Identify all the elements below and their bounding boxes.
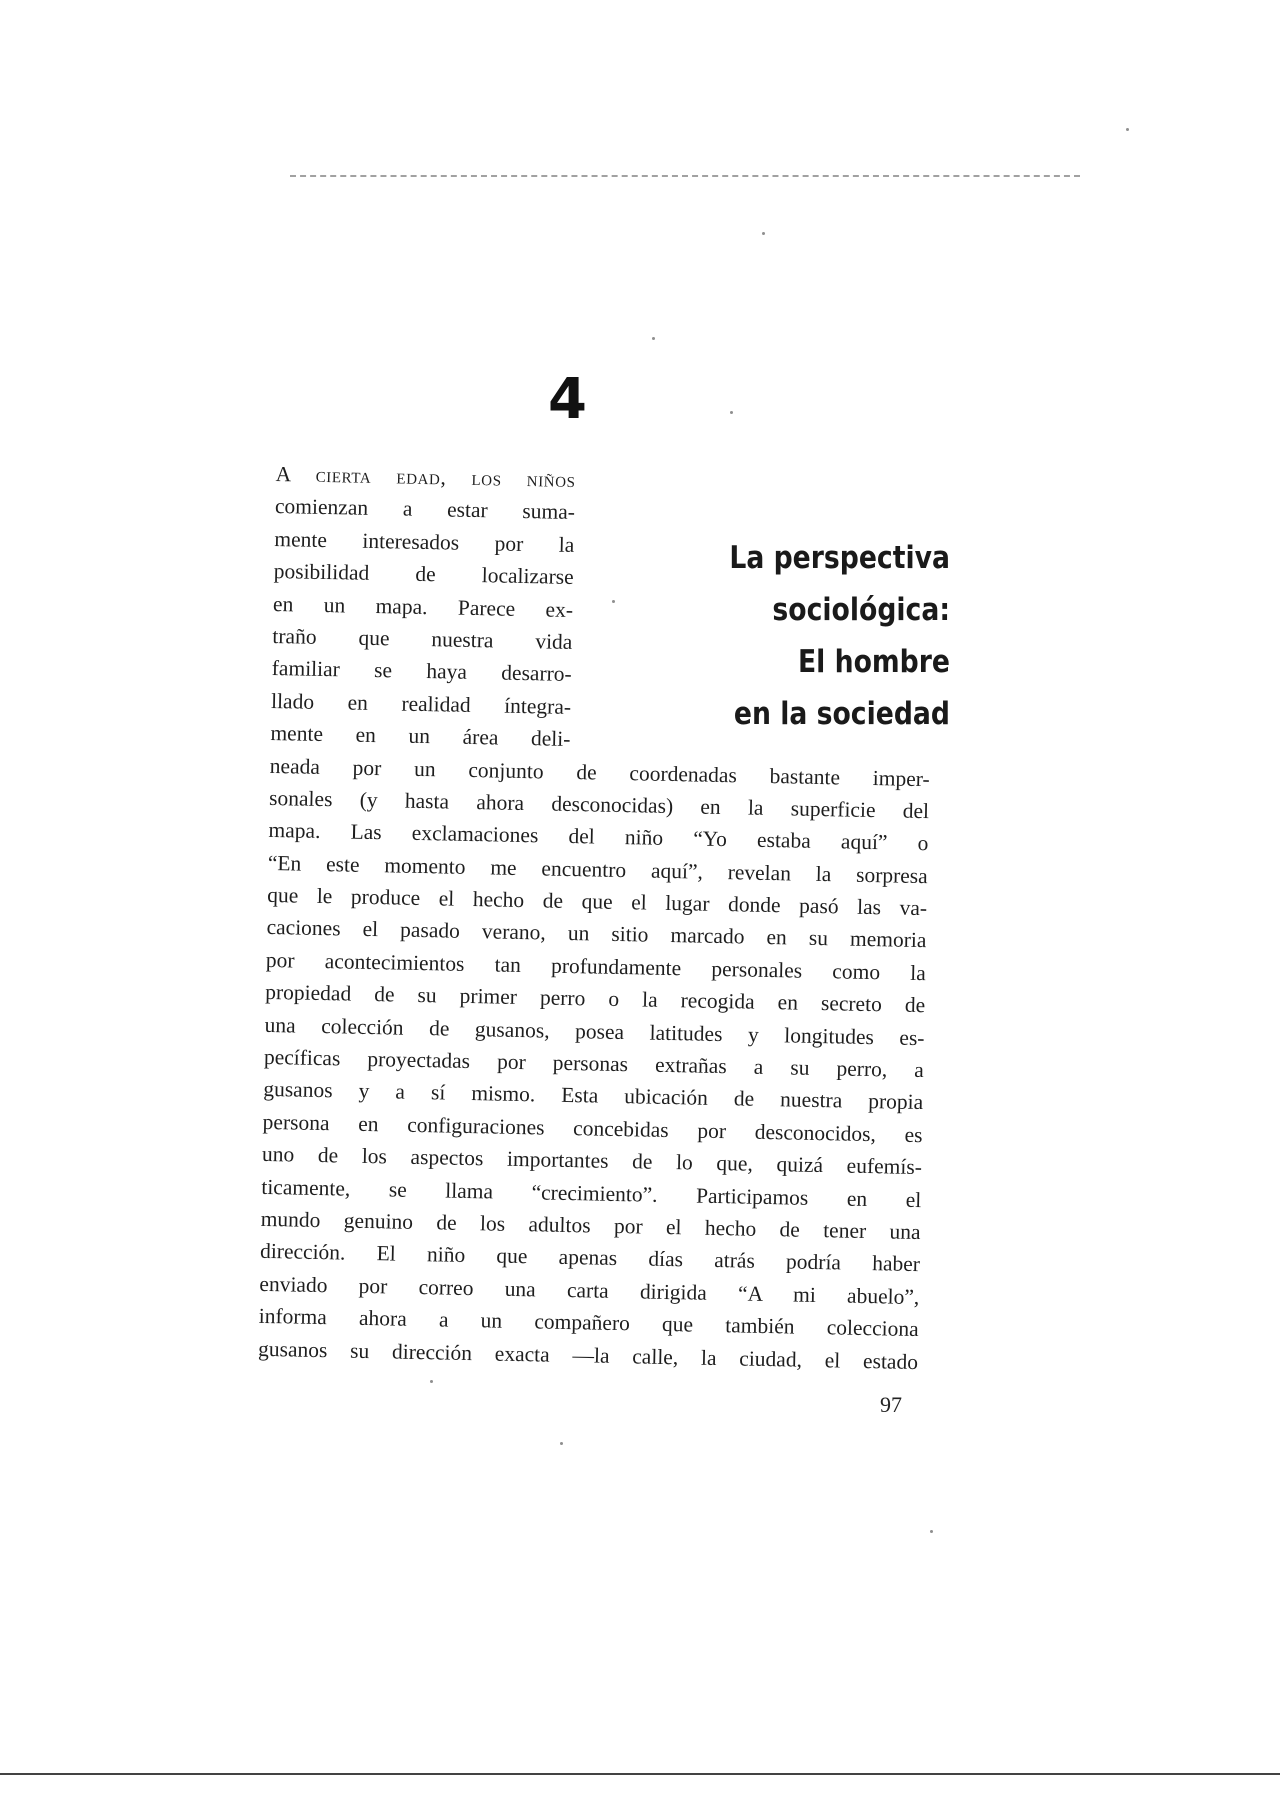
scan-speck — [762, 232, 765, 235]
body-line: gusanos y a sí mismo. Esta ubicación de nuestra propia — [263, 1077, 924, 1115]
chapter-title-line: La perspectiva — [729, 540, 950, 576]
body-line: caciones el pasado verano, un sitio marcado en su memoria — [266, 915, 927, 953]
body-line: “En este momento me encuentro aquí”, revelan la sorpresa — [267, 850, 928, 888]
body-line: comienzan a estar suma- — [274, 494, 576, 525]
body-line: una colección de gusanos, posea latitudes y longitudes es- — [264, 1012, 925, 1050]
body-line: sonales (y hasta ahora desconocidas) en la superficie del — [268, 785, 930, 824]
body-line: mundo genuino de los adultos por el hecho de tener una — [260, 1206, 921, 1245]
body-line: persona en configuraciones concebidas por desconocidos, es — [262, 1109, 923, 1147]
chapter-number: 4 — [548, 367, 587, 432]
body-line: A cierta edad, los niños — [275, 461, 576, 493]
body-line: pecíficas proyectadas por personas extrañas a su perro, a — [263, 1044, 925, 1083]
body-line: mente interesados por la — [274, 526, 575, 557]
page-number: 97 — [880, 1392, 902, 1417]
body-text — [258, 458, 936, 1378]
body-line: informa ahora a un compañero que también colecciona — [258, 1303, 919, 1342]
body-line: en un mapa. Parece ex- — [272, 591, 574, 622]
scan-speck — [652, 337, 655, 340]
body-line: ticamente, se llama “crecimiento”. Participamos en el — [261, 1174, 922, 1212]
chapter-title-line: El hombre — [797, 644, 950, 680]
body-line: familiar se haya desarro- — [271, 656, 572, 687]
scan-speck — [730, 411, 733, 414]
body-line: enviado por correo una carta dirigida “A mi abuelo”, — [259, 1271, 920, 1309]
body-line: que le produce el hecho de que el lugar donde pasó las va- — [266, 882, 928, 921]
scan-speck — [1126, 128, 1129, 131]
scan-speck — [560, 1442, 563, 1445]
body-line: dirección. El niño que apenas días atrás podría haber — [259, 1239, 921, 1277]
body-line: llado en realidad íntegra- — [270, 688, 572, 719]
chapter-title-line: sociológica: — [772, 592, 950, 628]
body-line: gusanos su dirección exacta —la calle, la ciudad, el estado — [257, 1336, 919, 1374]
body-line: uno de los aspectos importantes de lo que, quizá eufemís- — [261, 1142, 923, 1180]
body-line: propiedad de su primer perro o la recogida en secreto de — [265, 980, 926, 1018]
body-line: traño que nuestra vida — [272, 623, 573, 654]
bottom-scan-rule — [0, 1773, 1280, 1775]
body-line: mapa. Las exclamaciones del niño “Yo estaba aquí” o — [268, 818, 929, 856]
top-scan-rule — [290, 175, 1080, 177]
body-line: neada por un conjunto de coordenadas bastante imper- — [269, 753, 930, 791]
scan-speck — [430, 1380, 433, 1383]
body-line: por acontecimientos tan profundamente personales como la — [265, 947, 927, 986]
chapter-title-line: en la sociedad — [733, 696, 950, 732]
body-line: posibilidad de localizarse — [273, 559, 574, 590]
scan-speck — [930, 1530, 933, 1533]
body-line: mente en un área deli- — [270, 721, 571, 752]
